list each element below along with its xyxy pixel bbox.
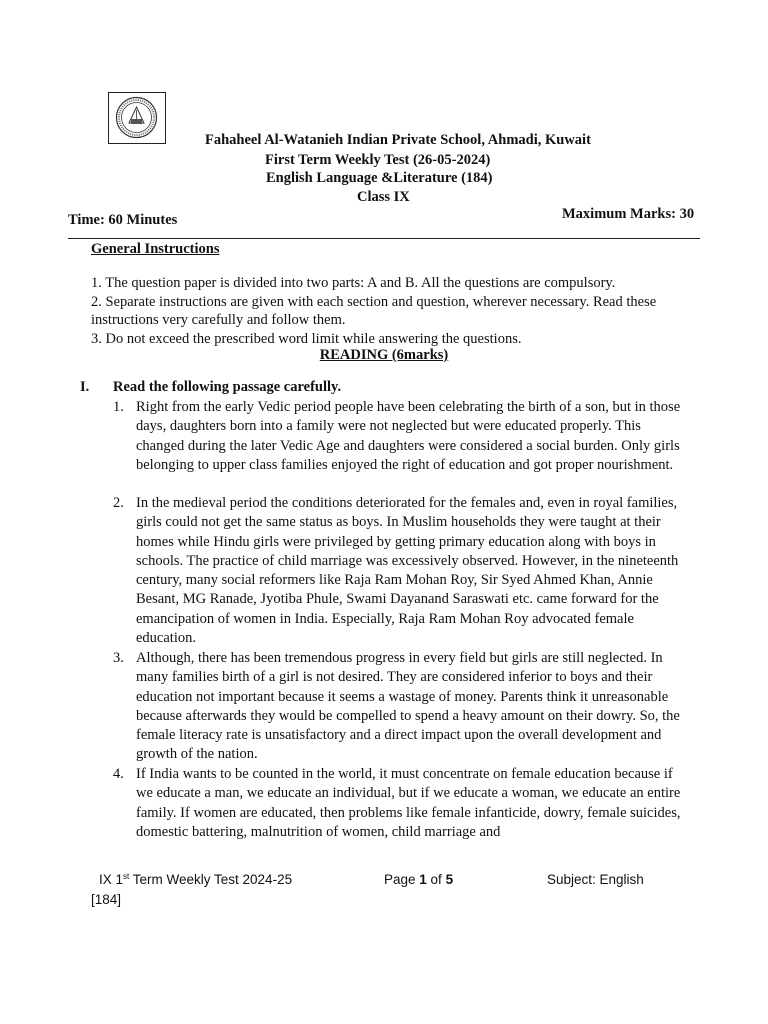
instruction-item: 2. Separate instructions are given with each section and question, wherever necessary. Read these instructions very carefully and follow them. — [91, 293, 657, 328]
paragraph-text: Although, there has been tremendous progress in every field but girls are still neglected. In many families birth of a girl is not desired. They are considered inferior to boys and their education not important because it seems a wastage of money. Parents think it unreasonable because afterwards they would be compelled to spend a heavy amount on their dowry. So, the female literacy rate is unsatisfactory and a direct impact upon the overall development and growth of the nation. — [136, 650, 680, 763]
instruction-item: 3. Do not exceed the prescribed word limit while answering the questions. — [91, 330, 522, 347]
paragraph-number: 1. — [113, 399, 124, 415]
paragraph-number: 4. — [113, 766, 124, 782]
footer-subject: Subject: English — [547, 872, 644, 887]
school-seal-icon — [109, 93, 164, 142]
passage-paragraph — [113, 494, 683, 648]
footer-page-number: Page 1 of 5 — [384, 872, 454, 887]
max-marks-label: Maximum Marks: 30 — [562, 206, 695, 222]
paragraph-number: 3. — [113, 650, 124, 666]
passage-paragraph — [113, 398, 683, 475]
instructions-title: General Instructions — [91, 241, 220, 257]
instruction-item: 1. The question paper is divided into two parts: A and B. All the questions are compulsory. — [91, 275, 616, 291]
paragraph-text: Right from the early Vedic period people have been celebrating the birth of a son, but in those days, daughters born into a family were not neglected but were educated properly. This changed during the later Vedic Age and daughters were considered a social burden. Only girls belonging to upper class families enjoyed the right of education and got proper nourishment. — [136, 399, 681, 473]
section-title: READING (6marks) — [319, 347, 449, 363]
school-logo — [108, 92, 166, 144]
test-title: First Term Weekly Test (26-05-2024) — [265, 152, 491, 168]
instructions-list — [91, 274, 661, 348]
class-title: Class IX — [357, 189, 410, 205]
header-divider — [68, 238, 700, 239]
passage-paragraph — [113, 649, 683, 765]
question-prompt: Read the following passage carefully. — [113, 379, 342, 395]
footer-code: [184] — [91, 892, 122, 907]
passage-paragraph — [113, 765, 683, 842]
time-label: Time: 60 Minutes — [68, 212, 178, 228]
question-number: I. — [80, 379, 90, 395]
subject-title: English Language &Literature (184) — [266, 170, 493, 186]
school-name: Fahaheel Al-Watanieh Indian Private School, Ahmadi, Kuwait — [205, 132, 591, 148]
paragraph-text: In the medieval period the conditions deteriorated for the females and, even in royal families, girls could not get the same status as boys. In Muslim households they were taught at their homes while Hindu girls were privileged by getting primary education along with boys in schools. The practice of child marriage was excessively observed. However, in the nineteenth century, many social reformers like Raja Ram Mohan Roy, Sir Syed Ahmed Khan, Annie Besant, MG Ranade, Jyotiba Phule, Swami Dayanand Saraswati etc. came forward for the emancipation of women in India. Especially, Raja Ram Mohan Roy advocated female education. — [136, 495, 679, 647]
paragraph-number: 2. — [113, 495, 124, 511]
footer-test-label: IX 1st Term Weekly Test 2024-25 — [99, 872, 293, 887]
paragraph-text: If India wants to be counted in the world, it must concentrate on female education because if we educate a man, we educate an individual, but if we educate a woman, we educate an entire family. If women are educated, then problems like female infanticide, dowry, female suicides, domestic battering, malnutrition of women, child marriage and — [136, 766, 681, 840]
